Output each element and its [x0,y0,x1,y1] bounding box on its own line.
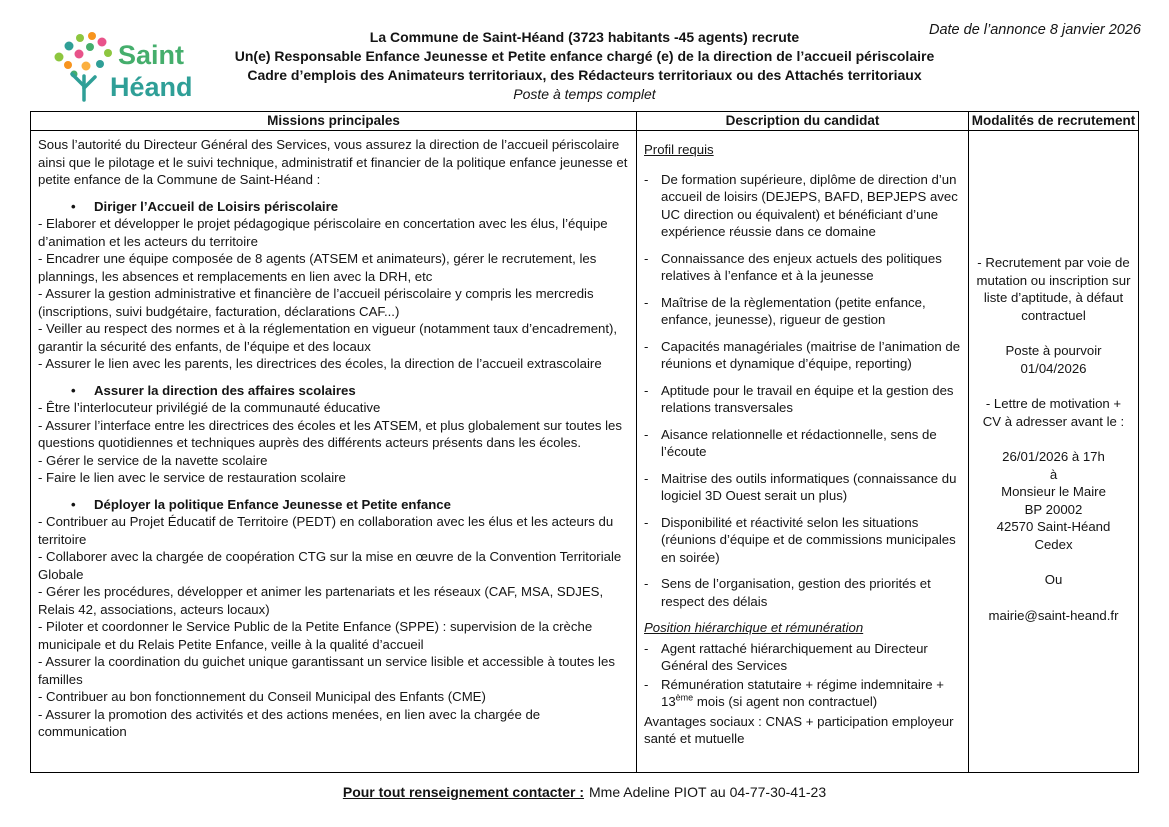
mission-item: - Collaborer avec la chargée de coopération CTG sur la mise en œuvre de la Convention Territoriale Globale [38,549,622,582]
header-line-cadre: Cadre d’emplois des Animateurs territoriaux, des Rédacteurs territoriaux ou des Attachés territoriaux [247,67,922,83]
dash-marker: - [644,382,649,398]
mission-item: - Veiller au respect des normes et à la réglementation en vigueur (notamment taux d’encadrement), garantir la sécurité des enfants, de l’équipe et des locaux [38,321,618,354]
addressee: Monsieur le Maire [1001,484,1106,499]
logo-text-saint: Saint [118,40,185,70]
profile-item [644,514,961,567]
dash-marker: - [644,338,649,354]
mission-item: - Contribuer au Projet Éducatif de Territoire (PEDT) en collaboration avec les élus et les acteurs du territoire [38,514,614,547]
mission-item: - Assurer la coordination du guichet unique garantissant un service lisible et accessible à toutes les familles [38,654,615,687]
header-line-poste: Un(e) Responsable Enfance Jeunesse et Petite enfance chargé (e) de la direction de l’accueil périscolaire [234,48,935,64]
dash-marker: - [644,171,649,187]
announcement-date: Date de l’annonce 8 janvier 2026 [928,22,1141,38]
dash-marker: - [644,576,649,591]
profile-heading: Profil requis [644,142,714,157]
dash-marker: - [644,514,649,530]
contact-footer [30,784,1139,800]
hierarchy-item-text: Agent rattaché hiérarchiquement au Directeur Général des Services [661,640,928,673]
dash-marker: - [644,294,649,310]
tree-canopy-icon [55,32,113,78]
bullet-icon: • [71,198,76,214]
mission-item: - Assurer l’interface entre les directrices des écoles et les ATSEM, et plus globalement sur toutes les questions quotidiennes et techniques auprès des différents acteurs présents dans les écoles. [38,417,622,450]
or-separator: Ou [1044,572,1063,587]
mission-section-title [38,198,629,216]
address-bp: BP 20002 [1024,501,1083,517]
mission-section-title [38,496,629,514]
mission-section-title-text: Diriger l’Accueil de Loisirs périscolaire [94,198,339,214]
address-cedex: Cedex [1034,536,1073,552]
profile-item [644,426,961,461]
address-block [976,448,1131,553]
hierarchy-item [644,640,961,675]
mission-item: - Gérer les procédures, développer et animer les partenariats et les réseaux (CAF, MSA, SDJES, Relais 42, associations, acteurs locaux) [38,584,604,617]
deadline: 26/01/2026 à 17h [1002,449,1105,464]
address-to: à [1049,466,1058,482]
superscript-eme: ème [675,692,694,703]
recruitment-mode: - Recrutement par voie de mutation ou inscription sur liste d’aptitude, à défaut contractuel [976,255,1131,323]
profile-item-text: Disponibilité et réactivité selon les situations (réunions d’équipe et de commissions municipales en soirée) [661,514,956,565]
address-city: 42570 Saint-Héand [996,519,1111,534]
mission-section-title-text: Assurer la direction des affaires scolaires [94,382,356,398]
contact-email: mairie@saint-heand.fr [988,607,1119,623]
recruitment-cell [968,131,1138,772]
mission-item: - Encadrer une équipe composée de 8 agents (ATSEM et animateurs), gérer le recrutement, les plannings, les absences et remplacements en lien avec la DRH, etc [38,251,597,284]
benefits-text: Avantages sociaux : CNAS + participation employeur santé et mutuelle [644,713,954,746]
hierarchy-item [644,676,961,711]
mission-section-title [38,382,629,400]
mission-item: - Assurer la promotion des activités et des actions menées, en lien avec la chargée de communication [38,706,541,739]
profile-item-text: Connaissance des enjeux actuels des politiques relatives à l’enfance et à la jeunesse [661,250,942,283]
column-header-description: Description du candidat [636,112,968,131]
profile-item [644,171,961,241]
profile-item [644,338,961,373]
profile-item [644,575,961,610]
missions-intro: Sous l’autorité du Directeur Général des Services, vous assurez la direction de l’accueil périscolaire ainsi que le pilotage et le suivi technique, administratif et financier de la politique enfance jeunesse et petite enfance de la Commune de Saint-Héand : [38,137,628,187]
tree-trunk-icon [72,74,95,100]
contact-label: Pour tout renseignement contacter : [342,784,585,800]
hierarchy-item-text: Rémunération statutaire + régime indemnitaire + 13ème mois (si agent non contractuel) [661,676,944,709]
letter-instructions: - Lettre de motivation + CV à adresser avant le : [982,396,1125,429]
missions-cell [31,131,636,772]
mission-item: - Contribuer au bon fonctionnement du Conseil Municipal des Enfants (CME) [38,689,486,704]
mission-section-title-text: Déployer la politique Enfance Jeunesse et Petite enfance [94,496,451,512]
bullet-icon: • [71,496,76,512]
mission-item: - Faire le lien avec le service de restauration scolaire [38,470,346,485]
profile-item-text: De formation supérieure, diplôme de direction d’un accueil de loisirs (DEJEPS, BAFD, BEPJEPS avec UC direction ou équivalent) et bénéficiant d’une expérience réussie dans ce domaine [661,171,958,239]
saint-heand-logo-graphic [44,24,224,106]
mission-item: - Elaborer et développer le projet pédagogique périscolaire en concertation avec les élus, l’équipe d’animation et les acteurs du territoire [38,216,608,249]
candidate-cell [636,131,968,772]
mission-item: - Assurer le lien avec les parents, les directrices des écoles, la direction de l’accueil extrascolaire [38,356,602,371]
dash-marker: - [644,426,649,442]
profile-item [644,470,961,505]
hierarchy-heading: Position hiérarchique et rémunération [644,620,864,635]
profile-item-text: Aisance relationnelle et rédactionnelle, sens de l’écoute [661,426,937,459]
logo-text-heand: Héand [110,72,193,102]
column-header-missions: Missions principales [31,112,636,131]
header-line-commune: La Commune de Saint-Héand (3723 habitants -45 agents) recrute [369,29,800,45]
mission-item: - Être l’interlocuteur privilégié de la communauté éducative [38,400,381,415]
contact-info: Mme Adeline PIOT au 04-77-30-41-23 [589,784,827,800]
profile-item [644,382,961,417]
profile-item [644,294,961,329]
mission-item: - Assurer la gestion administrative et financière de l’accueil périscolaire y compris les mercredis (inscriptions, suivi budgétaire, facturation, déclarations CAF...) [38,286,594,319]
profile-item-text: Maitrise des outils informatiques (connaissance du logiciel 3D Ouest serait un plus) [661,470,957,503]
poste-label: Poste à pourvoir [1005,343,1102,358]
mission-item: - Piloter et coordonner le Service Public de la Petite Enfance (SPPE) : supervision de la crèche municipale et du Relais Petite Enfance, veille à la qualité d’accueil [38,619,593,652]
bullet-icon: • [71,382,76,398]
profile-item-text: Maîtrise de la règlementation (petite enfance, enfance, jeunesse), rigueur de gestion [661,294,926,327]
dash-marker: - [644,250,649,266]
poste-date: 01/04/2026 [1020,360,1087,376]
saint-heand-logo [44,24,224,106]
dash-marker: - [644,470,649,486]
profile-item-text: Aptitude pour le travail en équipe et la gestion des relations transversales [661,382,954,415]
profile-item-text: Capacités managériales (maitrise de l’animation de réunions et dynamique d’équipe, reporting) [661,338,961,371]
mission-item: - Gérer le service de la navette scolaire [38,452,268,468]
announcement-table [30,111,1139,773]
header-line-temps: Poste à temps complet [513,86,656,102]
profile-item-text: Sens de l’organisation, gestion des priorités et respect des délais [661,576,931,609]
column-header-modalites: Modalités de recrutement [968,112,1138,131]
dash-marker: - [644,676,649,692]
dash-marker: - [644,640,649,656]
profile-item [644,250,961,285]
poste-block [976,342,1131,377]
